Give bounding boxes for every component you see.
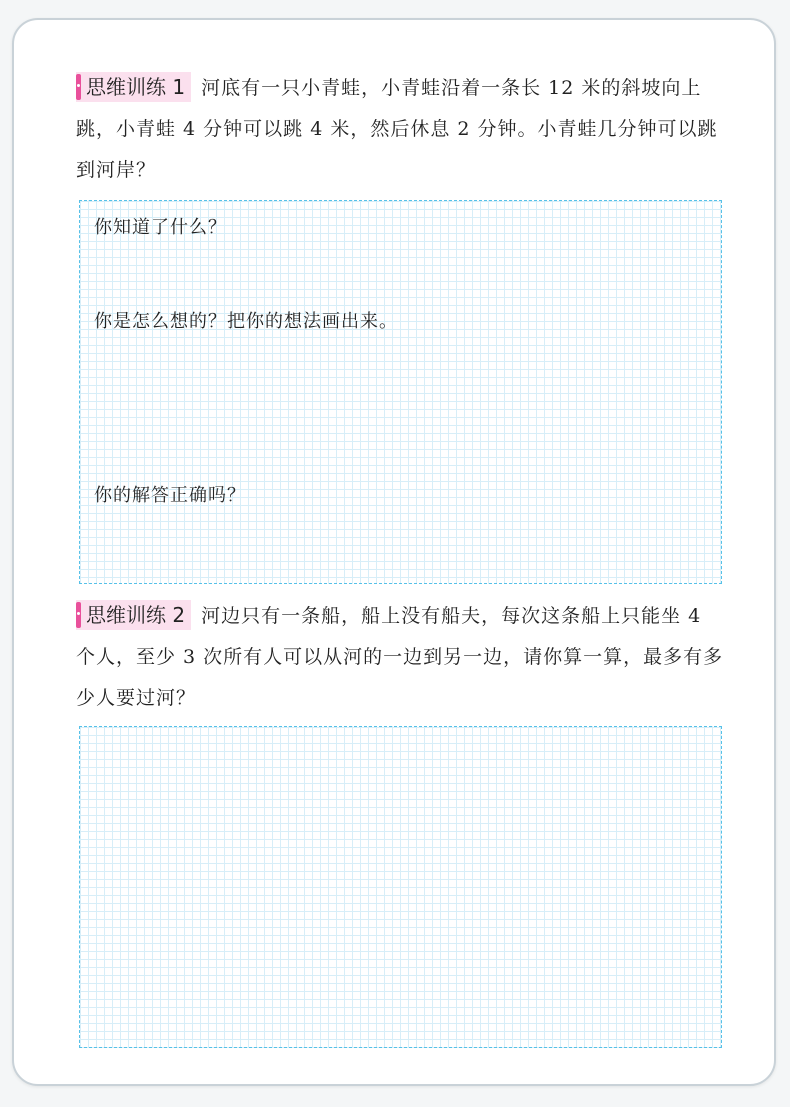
- exercise-2-label-tag: [76, 596, 191, 637]
- label-marker-icon: [76, 602, 81, 628]
- exercise-1-label: 思维训练 1: [76, 72, 191, 102]
- exercise-2-label: 思维训练 2: [76, 600, 191, 630]
- prompt-is-answer-correct: 你的解答正确吗？: [94, 485, 246, 506]
- prompt-what-do-you-know: 你知道了什么？: [94, 217, 227, 238]
- prompt-how-do-you-think: 你是怎么想的？把你的想法画出来。: [94, 311, 398, 332]
- label-marker-icon: [76, 74, 81, 100]
- exercise-1-answer-grid[interactable]: [79, 200, 722, 584]
- exercise-1-label-tag: [76, 68, 191, 109]
- exercise-1-question: [76, 68, 726, 191]
- exercise-2-text: 河边只有一条船，船上没有船夫，每次这条船上只能坐 4 个人，至少 3 次所有人可以从河的一边到另一边，请你算一算，最多有多少人要过河？: [76, 605, 724, 709]
- exercise-1-text: 河底有一只小青蛙，小青蛙沿着一条长 12 米的斜坡向上跳，小青蛙 4 分钟可以跳 4 米，然后休息 2 分钟。小青蛙几分钟可以跳到河岸？: [76, 77, 718, 181]
- exercise-2-answer-grid[interactable]: [79, 726, 722, 1048]
- exercise-2-question: [76, 596, 726, 719]
